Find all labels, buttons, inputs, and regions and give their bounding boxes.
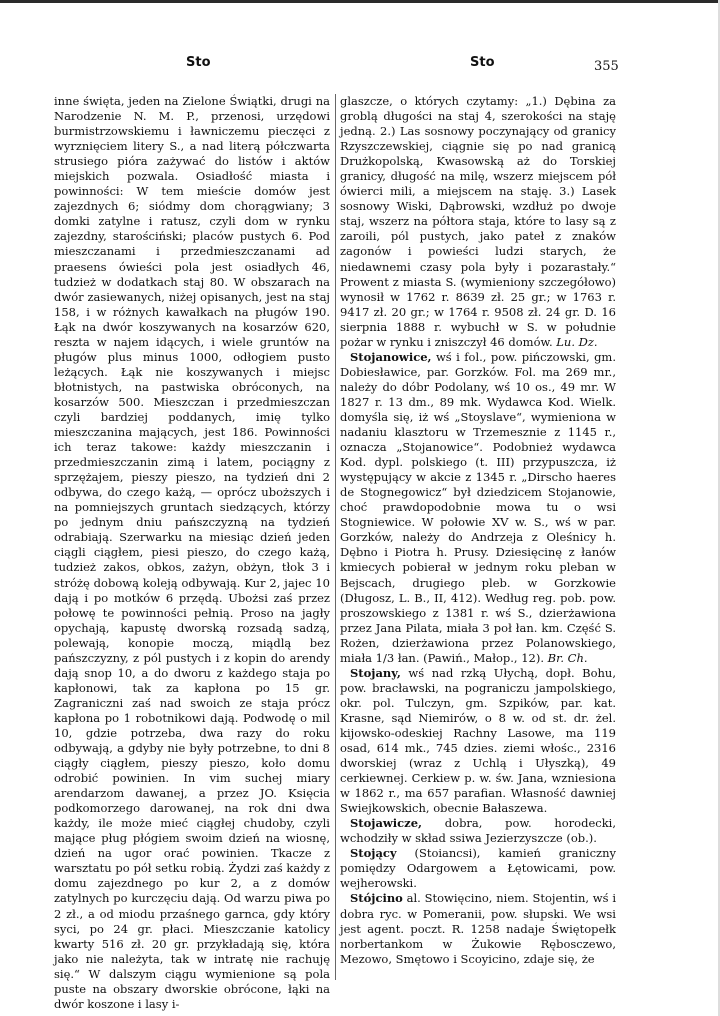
entry-stojacy xyxy=(340,846,616,891)
entry-stojany xyxy=(340,666,616,816)
entry-text: glaszcze, o których czytamy: „1.) Dębina za groblą długości na staj 4, szerokości na staję jedną. 2.) Las sosnowy poczynający od granicy Rzyszczewskiej, ciągnie się po nad granicą Drużkopolską, Kwasowską aż do Torskiej granicy, długość na milę, wszerz miejscem pół ówierci mili, a miejscem na staję. 3.) Lasek sosnowy Wiski, Dąbrowski, wzdłuż po dwoje staj, wszerz na półtora staja, które to lasy są z zaroili, pól pustych, jako pateł z znaków zagonów i powieści ludzi starych, że niedawnemi czasy pola były i pozarastały.“ Prowent z miasta S. (wymieniony szczegółowo) wynosił w 1762 r. 8639 zł. 25 gr.; w 1763 r. 9417 zł. 20 gr.; w 1764 r. 9508 zł. 24 gr. D. 16 sierpnia 1888 r. wybuchł w S. w południe pożar w rynku i zniszczył 46 domów. xyxy=(340,94,616,349)
top-border xyxy=(0,0,720,3)
entry-headword: Stójcino xyxy=(350,891,403,906)
entry-text: wś i fol., pow. pińczowski, gm. Dobiesławice, par. Gorzków. Fol. ma 269 mr., należy do dóbr Podolany, wś 10 os., 49 mr. W 1827 r. 13 dm., 89 mk. Wydawca Kod. Wielk. domyśla się, iż wś „Stoyslave“, wymieniona w nadaniu klasztoru w Trzemesznie z 1145 r., oznacza „Stojanowice“. Podobnież wydawca Kod. dypl. polskiego (t. III) przypuszcza, iż występujący w akcie z 1345 r. „Dirscho haeres de Stognegowicz“ był dziedzicem Stojanowie, choć prawdopodobnie mowa tu o wsi Stogniewice. W połowie XV w. S., wś w par. Gorzków, należy do Andrzeja z Oleśnicy h. Dębno i Piotra h. Prusy. Dziesięcinę z łanów kmiecych pobierał w jednym roku pleban w Bejscach, drugiego pleb. w Gorzkowie (Długosz, L. B., II, 412). Według reg. pob. pow. proszowskiego z 1381 r. wś S., dzierżawiona przez Jana Pilata, miała 3 poł łan. km. Część S. Rożen, dzierżawiona przez Polanowskiego, miała 1/3 łan. (Pawiń., Małop., 12). xyxy=(340,349,616,665)
running-head-left: Sto xyxy=(186,55,211,70)
author-signature: Br. Ch. xyxy=(547,650,588,665)
entry-text: al. Stowięcino, niem. Stojentin, wś i dobra ryc. w Pomeranii, pow. słupski. We wsi jest agent. poczt. R. 1258 nadaje Świętopełk norbertankom w Żukowie Rębosczewo, Mezowo, Smętowo i Scoyicino, zdaje się, że xyxy=(340,891,616,966)
entry-headword: Stojanowice, xyxy=(350,349,432,364)
left-column-text: inne święta, jeden na Zielone Świątki, drugi na Narodzenie N. M. P., przenosi, urzędowi burmistrzowskiemu i ławniczemu pieczęci z wyrznięciem litery S., a nad literą półczwarta strusiego pióra zażywać do listów i aktów miejskich pozwala. Osiadłość miasta i powinności: W tem mieście domów jest zajezdnych 6; siódmy dom chorągwiany; 3 domki zatylne i ratusz, czyli dom w rynku zajezdny, starościński; placów pustych 6. Pod mieszczanami i przedmieszczanami ad praesens ówieści pola jest osiadłych 46, tudzież w dodatkach staj 80. W obszarach na dwór zasiewanych, niżej opisanych, jest na staj 158, i w różnych kawałkach na pługów 190. Łąk na dwór koszywanych na kosarzów 620, reszta w najem idących, i wiele gruntów na pługów plus minus 1000, odłogiem pusto leżących. Łąk nie koszywanych i miejsc błotnistych, na pastwiska obróconych, na kosarzów 500. Mieszczan i przedmieszczan czyli bardziej poddanych, imię tylko mieszczanina mających, jest 186. Powinności ich teraz takowe: każdy mieszczanin i przedmieszczanin zimą i latem, pociągny z sprzężajem, pieszy pieszo, na tydzień dni 2 odbywa, do czego każą, — oprócz uboższych i na pomniejszych gruntach siedzących, którzy po jednym dniu pańszczyzną na tydzień odrabiają. Szerwarku na miesiąc dzień jeden ciągli ciągłem, piesi pieszo, do czego każą, tudzież zakos, obkos, zażyn, obżyn, tłok 3 i stróżę dobową koleją odbywają. Kur 2, jajec 10 dają i po motków 6 przędą. Ubożsi zaś przez połowę te powinności pełnią. Proso na jagły opychają, kapustę dworską rozsadą sadzą, polewają, konopie moczą, miądlą bez pańszczyzny, z pól pustych i z kopin do arendy dają snop 10, a do dworu z każdego staja po kapłonowi, tak za kapłona po 15 gr. Zagraniczni zaś nad swoich ze staja prócz kapłona po 1 robotnikowi dają. Podwodę o mil 10, gdzie potrzeba, dwa razy do roku odbywają, a gdyby nie były potrzebne, to dni 8 ciągły ciągłem, pieszy pieszo, koło domu odrobić powinien. In vim suchej miary arendarzom dawanej, a przez JO. Księcia podkomorzego darowanej, na rok dni dwa każdy, ile może mieć ciągłej chudoby, czyli mające pług płógiem swoim dzień na wiosnę, dzień na ugor orać powinien. Tkacze z warsztatu po pół setku robią. Żydzi zaś każdy z domu zajezdnego po kur 2, a z domów zatylnych po kurczęciu dają. Od warzu piwa po 2 zł., a od miodu przaśnego garnca, gdy który syci, po 24 gr. płaci. Mieszczanie katolicy kwarty 516 zł. 20 gr. przykładają się, która jako nie należyta, tak w intratę nie rachuję się.“ W dalszym ciągu wymienione są pola puste na obszary dworskie obrócone, łąki na dwór koszone i lasy i- xyxy=(54,94,330,1011)
entry-text: (Stoiancsi), kamień graniczny pomiędzy Odargowem a Łętowicami, pow. wejherowski. xyxy=(340,846,616,891)
column-divider xyxy=(335,94,336,980)
author-signature: Lu. Dz. xyxy=(556,334,598,349)
entry-stojawicze xyxy=(340,816,616,846)
entry-text: dobra, pow. horodecki, wchodziły w skład ssiwa Jezierzyszcze (ob.). xyxy=(340,816,616,846)
entry-text: wś nad rzką Ułychą, dopł. Bohu, pow. bracławski, na pograniczu jampolskiego, okr. pol. Tulczyn, gm. Szpików, par. kat. Krasne, sąd Niemirów, o 8 w. od st. dr. żel. kijowsko-odeskiej Rachny Lasowe, ma 119 osad, 614 mk., 745 dzies. ziemi włośc., 2316 dworskiej (wraz z Uchlą i Ułyszką), 49 cerkiewnej. Cerkiew p. w. św. Jana, wzniesiona w 1862 r., ma 657 parafian. Własność dawniej Swiejkowskich, obecnie Bałaszewa. xyxy=(340,665,616,816)
right-column xyxy=(340,94,616,984)
entry-headword: Stojawicze, xyxy=(350,816,423,831)
entry-continuation xyxy=(340,94,616,350)
left-column xyxy=(54,94,330,1011)
entry-headword: Stojany, xyxy=(350,665,401,680)
entry-stojanowice xyxy=(340,350,616,666)
entry-stojcino xyxy=(340,891,616,966)
page-header xyxy=(0,55,720,77)
page-number: 355 xyxy=(594,59,619,74)
running-head-right: Sto xyxy=(470,55,495,70)
entry-headword: Stojący xyxy=(350,846,397,861)
